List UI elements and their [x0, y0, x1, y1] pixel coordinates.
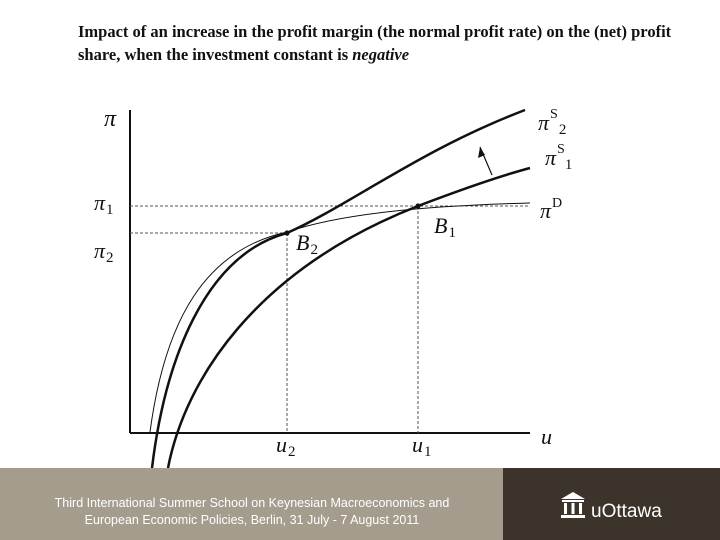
- label-pi2: π2: [94, 238, 114, 266]
- label-pi1: π1: [94, 190, 114, 218]
- label-b1: B1: [434, 213, 456, 241]
- label-pi-s2: $\pi^S_2$: [538, 107, 567, 138]
- title-emphasis: negative: [352, 45, 410, 64]
- university-logo-text: uOttawa: [591, 501, 662, 522]
- y-axis-label: π: [104, 106, 117, 132]
- curve-pi-s1: [168, 168, 530, 468]
- curve-pi-s2: [152, 110, 525, 468]
- curve-pi-d: [150, 203, 530, 432]
- footer-caption: [14, 495, 490, 529]
- footer-logo-panel: [503, 468, 720, 540]
- label-b2: B2: [296, 230, 318, 258]
- point-b1: [415, 203, 420, 208]
- label-u2: u2: [276, 432, 296, 460]
- slide-footer: [0, 468, 720, 540]
- title-text: Impact of an increase in the profit margin (the normal profit rate) on the (net) profit share, when the investment constant is: [78, 22, 672, 64]
- footer-caption-line2: European Economic Policies, Berlin, 31 July - 7 August 2011: [84, 513, 420, 527]
- label-pi-s1: $\pi^S_1$: [545, 142, 573, 173]
- label-pi-d: $\pi^D$: [540, 196, 563, 223]
- label-u1: u1: [412, 432, 432, 460]
- footer-caption-line1: Third International Summer School on Keynesian Macroeconomics and: [54, 496, 450, 510]
- point-b2: [284, 230, 289, 235]
- x-axis-label: u: [541, 424, 552, 449]
- university-building-icon: [559, 490, 587, 520]
- footer-caption-panel: [0, 468, 503, 540]
